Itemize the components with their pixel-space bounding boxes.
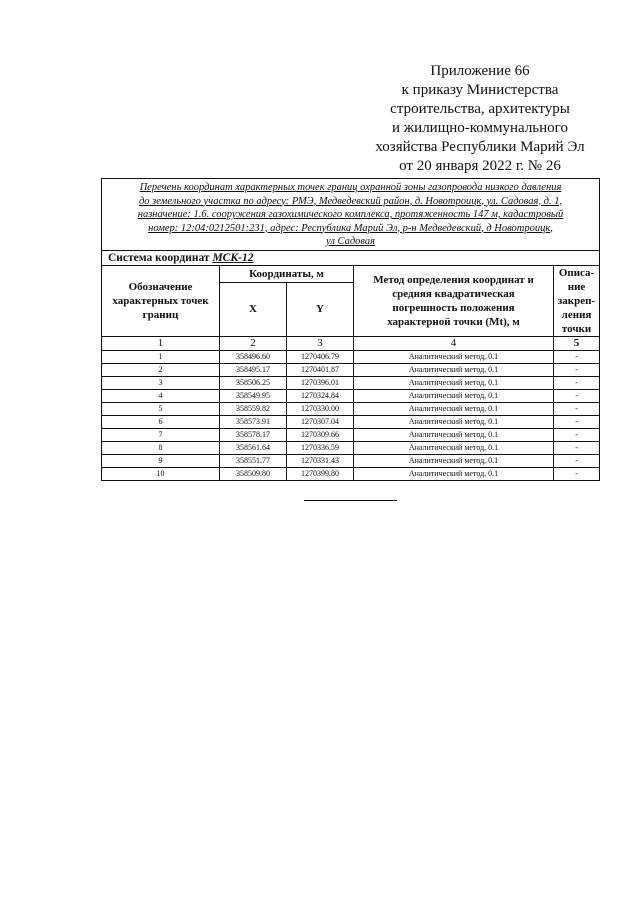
description: - (554, 376, 600, 389)
table-row (102, 363, 600, 376)
column-number: 5 (554, 336, 600, 350)
method: Аналитический метод, 0.1 (354, 441, 554, 454)
x-coordinate: 358559.82 (220, 402, 287, 415)
point-number: 1 (102, 350, 220, 363)
table-row (102, 350, 600, 363)
description: - (554, 402, 600, 415)
y-coordinate: 1270324.84 (287, 389, 354, 402)
method: Аналитический метод, 0.1 (354, 402, 554, 415)
point-number: 5 (102, 402, 220, 415)
description: - (554, 415, 600, 428)
point-number: 10 (102, 467, 220, 480)
y-coordinate: 1270336.59 (287, 441, 354, 454)
description: - (554, 350, 600, 363)
coordinate-system (102, 250, 600, 265)
header-desc-line: ления (561, 308, 592, 321)
header-point-line: характерных точек (112, 294, 209, 307)
header-method-line: характерной точки (Mt), м (387, 315, 520, 328)
header-point-line: Обозначение (128, 280, 193, 293)
x-coordinate: 358509.80 (220, 467, 287, 480)
method: Аналитический метод, 0.1 (354, 350, 554, 363)
header-desc-line: Описа- (558, 266, 595, 279)
x-coordinate: 358506.25 (220, 376, 287, 389)
description: - (554, 454, 600, 467)
x-coordinate: 358496.60 (220, 350, 287, 363)
x-coordinate: 358578.17 (220, 428, 287, 441)
column-number: 1 (102, 336, 220, 350)
x-coordinate: 358561.64 (220, 441, 287, 454)
caption-line: Перечень координат характерных точек границ охранной зоны газопровода низкого давления (139, 182, 562, 193)
header-line: от 20 января 2022 г. № 26 (399, 158, 561, 174)
point-number: 9 (102, 454, 220, 467)
header-method-line: средняя квадратическая (392, 287, 515, 300)
y-coordinate: 1270401.87 (287, 363, 354, 376)
column-number: 2 (220, 336, 287, 350)
header-description (554, 265, 600, 336)
method: Аналитический метод, 0.1 (354, 376, 554, 389)
y-coordinate: 1270330.00 (287, 402, 354, 415)
table-row (102, 389, 600, 402)
header-line: к приказу Министерства (401, 82, 559, 98)
y-coordinate: 1270309.66 (287, 428, 354, 441)
table-body (102, 179, 600, 481)
method: Аналитический метод, 0.1 (354, 467, 554, 480)
point-number: 4 (102, 389, 220, 402)
point-number: 2 (102, 363, 220, 376)
table-row (102, 454, 600, 467)
coordinate-system-value: МСК-12 (212, 251, 254, 264)
y-coordinate: 1270307.04 (287, 415, 354, 428)
y-coordinate: 1270399.80 (287, 467, 354, 480)
description: - (554, 467, 600, 480)
table-row (102, 402, 600, 415)
method: Аналитический метод, 0.1 (354, 363, 554, 376)
header-desc-line: закреп- (557, 294, 596, 307)
column-number: 4 (354, 336, 554, 350)
header-desc-line: ние (567, 280, 586, 293)
point-number: 6 (102, 415, 220, 428)
method: Аналитический метод, 0.1 (354, 415, 554, 428)
header-method-line: погрешность положения (392, 301, 515, 314)
column-number: 3 (287, 336, 354, 350)
caption-line: ул Садовая (325, 236, 376, 247)
end-rule (304, 500, 397, 501)
y-coordinate: 1270406.79 (287, 350, 354, 363)
header-y: Y (287, 282, 354, 336)
table-row (102, 415, 600, 428)
header-line: строительства, архитектуры (390, 101, 570, 117)
x-coordinate: 358551.77 (220, 454, 287, 467)
table-row (102, 376, 600, 389)
description: - (554, 441, 600, 454)
header-x: X (220, 282, 287, 336)
table-row (102, 428, 600, 441)
caption-line: назначение: 1.6. сооружения газохимического комплекса, протяженность 147 м, кадастровый (137, 209, 564, 220)
description: - (554, 363, 600, 376)
header-line: и жилищно-коммунального (392, 120, 568, 136)
header-method (354, 265, 554, 336)
description: - (554, 389, 600, 402)
x-coordinate: 358573.91 (220, 415, 287, 428)
table-row (102, 467, 600, 480)
method: Аналитический метод, 0.1 (354, 389, 554, 402)
method: Аналитический метод, 0.1 (354, 454, 554, 467)
description: - (554, 428, 600, 441)
method: Аналитический метод, 0.1 (354, 428, 554, 441)
coordinates-table (101, 178, 600, 481)
y-coordinate: 1270331.43 (287, 454, 354, 467)
point-number: 3 (102, 376, 220, 389)
point-number: 7 (102, 428, 220, 441)
caption-line: номер: 12:04:0212501:231, адрес: Республика Марий Эл, р-н Медведевский, д Новотроицк, (148, 222, 553, 234)
coordinate-system-label: Система координат (108, 251, 210, 264)
header-desc-line: точки (561, 322, 592, 335)
table-row (102, 441, 600, 454)
x-coordinate: 358549.95 (220, 389, 287, 402)
caption-line: до земельного участка по адресу: РМЭ, Медведевский район, д. Новотроицк, ул. Садовая, д. 1, (138, 195, 563, 207)
x-coordinate: 358495.17 (220, 363, 287, 376)
header-line: Приложение 66 (430, 63, 530, 79)
header-point-line: границ (142, 308, 179, 321)
appendix-header (360, 62, 600, 176)
header-point (102, 265, 220, 336)
table-caption (102, 179, 600, 251)
header-method-line: Метод определения координат и (373, 273, 534, 286)
y-coordinate: 1270396.01 (287, 376, 354, 389)
header-line: хозяйства Республики Марий Эл (375, 139, 585, 155)
point-number: 8 (102, 441, 220, 454)
header-coordinates: Координаты, м (220, 265, 354, 282)
